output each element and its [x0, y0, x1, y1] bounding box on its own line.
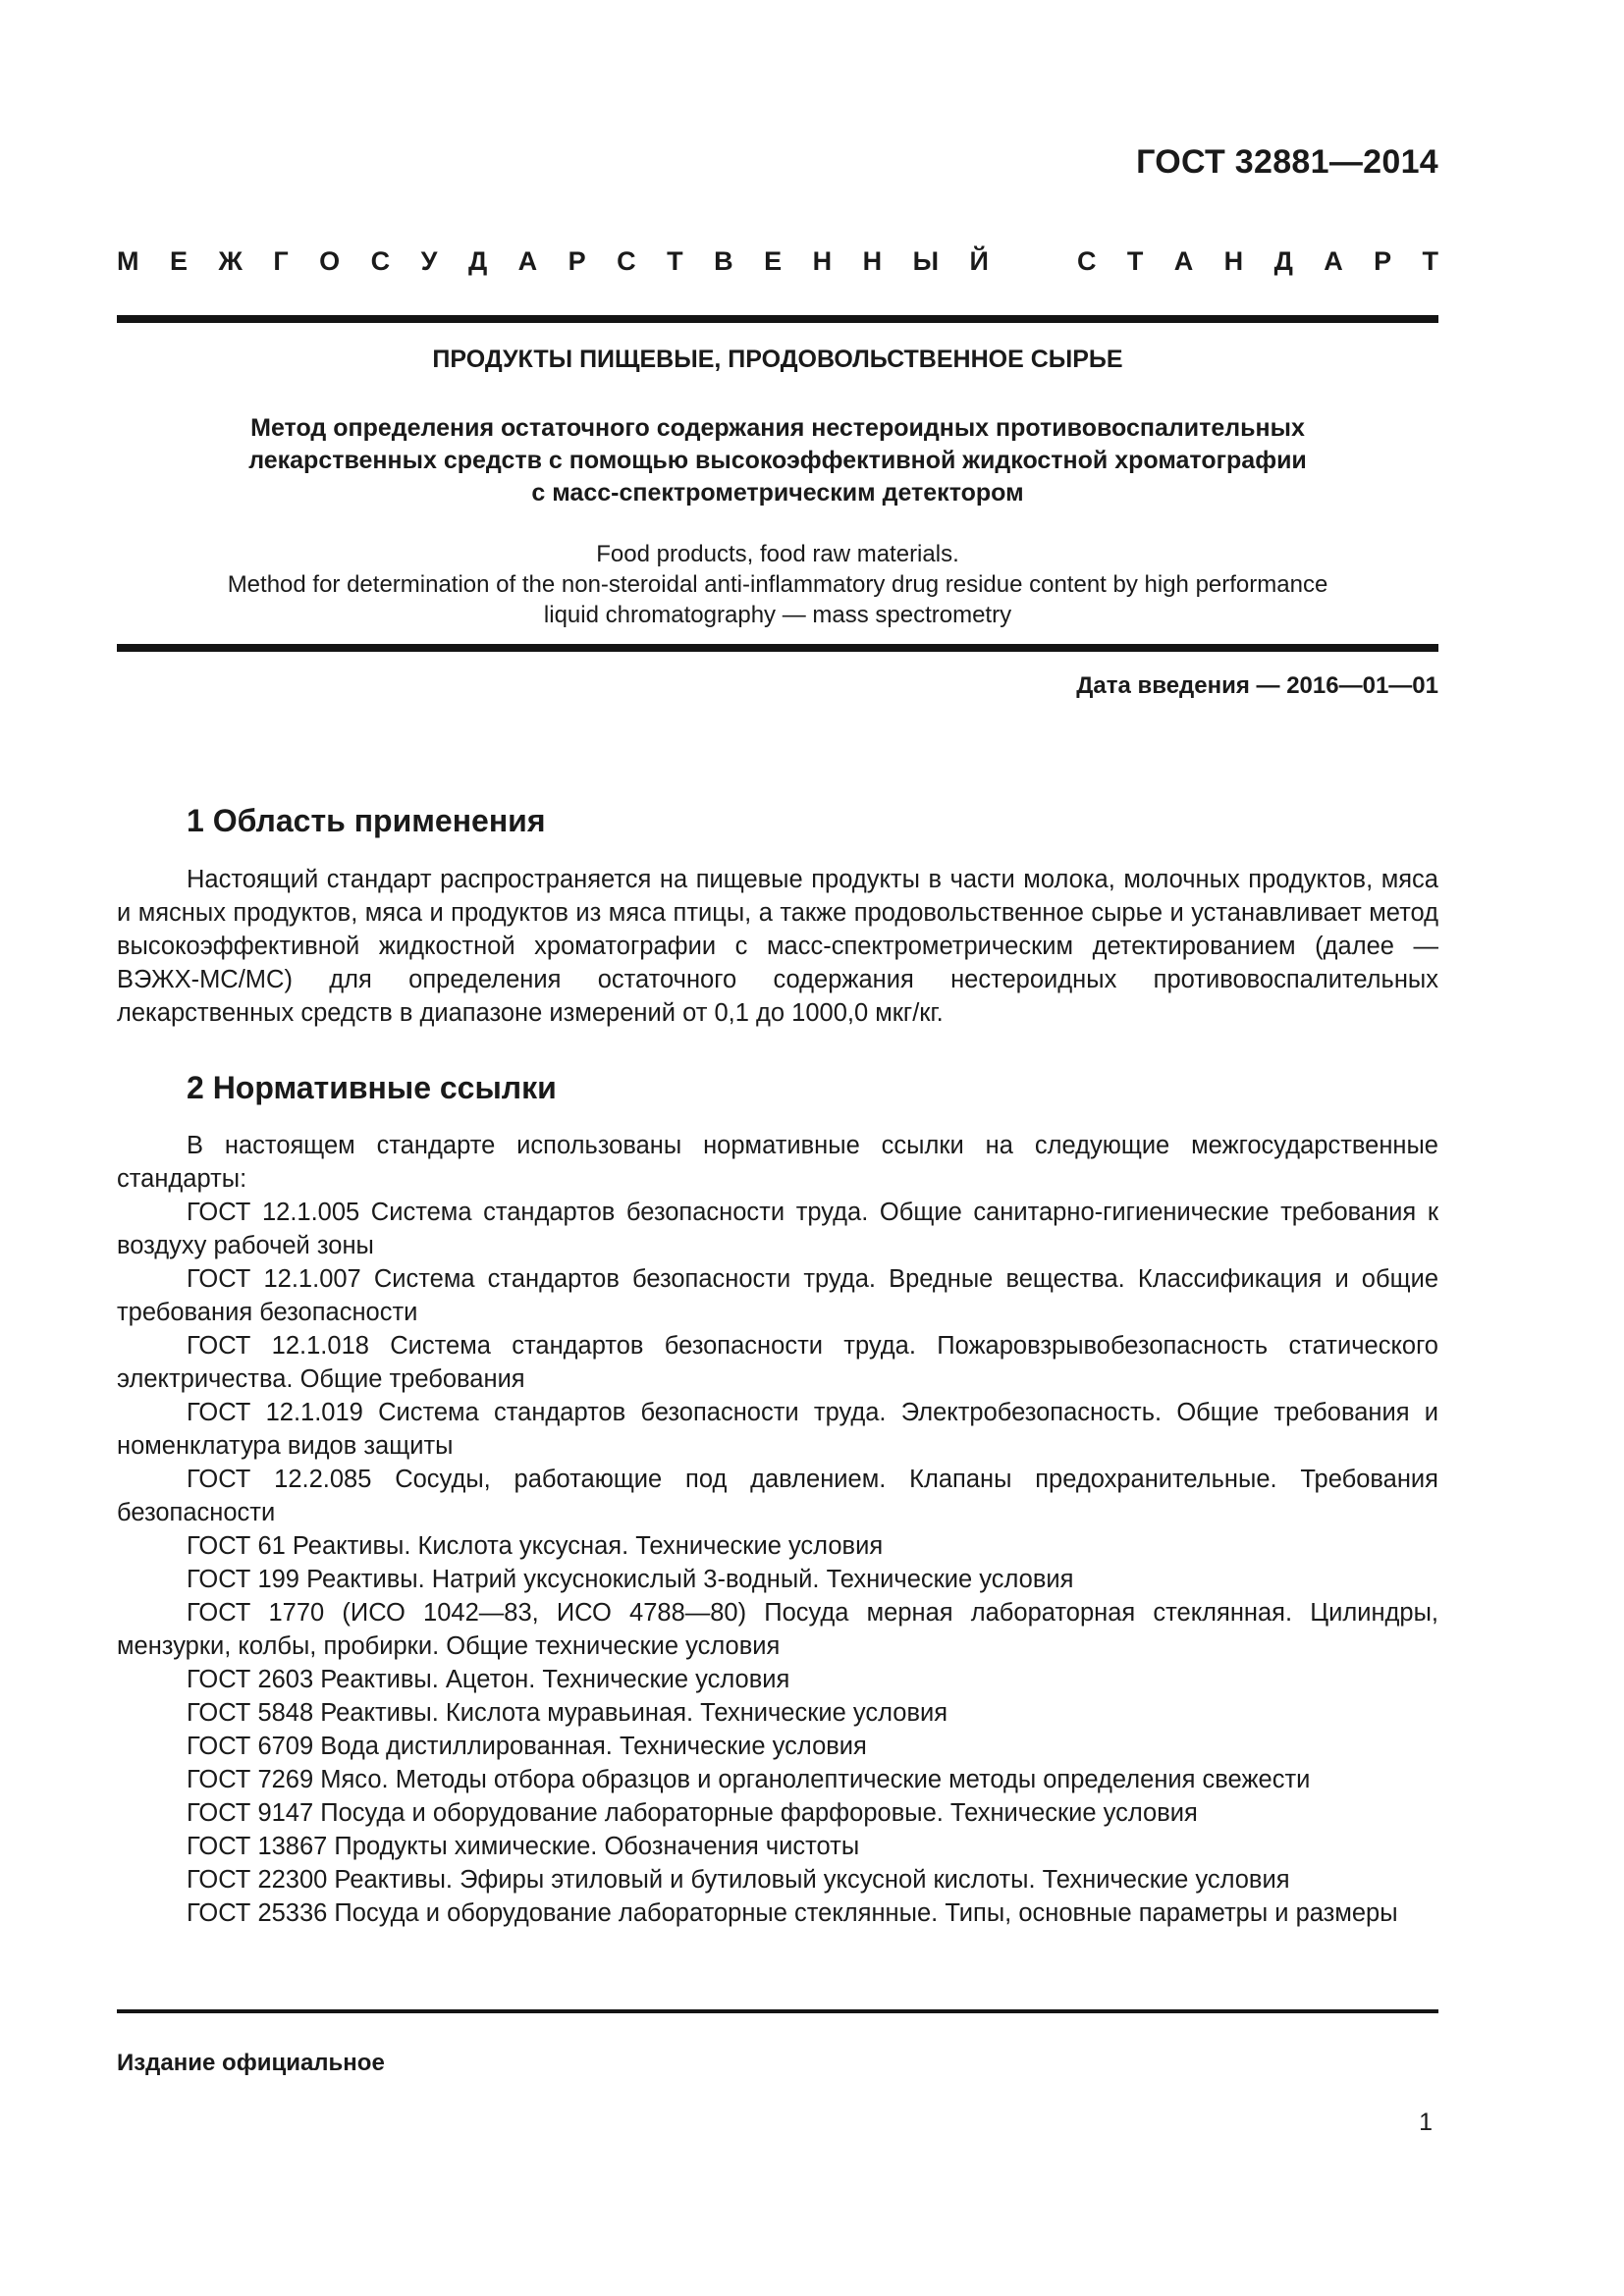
banner-letter: А — [1173, 246, 1194, 276]
reference-item: ГОСТ 12.2.085 Сосуды, работающие под давлением. Клапаны предохранительные. Требования безопасности — [117, 1466, 1438, 1526]
banner-letter: Й — [969, 246, 989, 276]
interstate-standard-banner — [117, 246, 1438, 277]
banner-letter: Р — [568, 246, 586, 276]
document-title: ПРОДУКТЫ ПИЩЕВЫЕ, ПРОДОВОЛЬСТВЕННОЕ СЫРЬЕ — [432, 346, 1123, 373]
banner-letter: Ж — [218, 246, 243, 276]
section-2-heading: 2 Нормативные ссылки — [187, 1070, 557, 1105]
banner-letter: В — [714, 246, 733, 276]
english-title — [117, 539, 1438, 630]
banner-letter: Р — [1374, 246, 1392, 276]
banner-letter: Е — [764, 246, 783, 276]
banner-letter: С — [617, 246, 636, 276]
document-page — [117, 0, 1438, 2296]
banner-letter: Т — [1126, 246, 1144, 276]
interstate-word — [117, 246, 989, 277]
reference-item: ГОСТ 2603 Реактивы. Ацетон. Технические условия — [187, 1666, 790, 1693]
reference-item: ГОСТ 12.1.019 Система стандартов безопасности труда. Электробезопасность. Общие требования и номенклатура видов защиты — [117, 1399, 1438, 1460]
footer-divider — [117, 2009, 1438, 2013]
reference-item: ГОСТ 199 Реактивы. Натрий уксуснокислый 3-водный. Технические условия — [187, 1566, 1074, 1593]
banner-letter: Е — [169, 246, 188, 276]
reference-item: ГОСТ 1770 (ИСО 1042—83, ИСО 4788—80) Посуда мерная лабораторная стеклянная. Цилиндры, мензурки, колбы, пробирки. Общие технические условия — [117, 1599, 1438, 1660]
banner-letter: Н — [1223, 246, 1244, 276]
subtitle-line: лекарственных средств с помощью высокоэффективной жидкостной хроматографии — [248, 447, 1307, 474]
banner-letter: Н — [812, 246, 833, 276]
banner-letter: Т — [667, 246, 683, 276]
banner-letter: Ы — [912, 246, 940, 276]
reference-item: ГОСТ 9147 Посуда и оборудование лабораторные фарфоровые. Технические условия — [187, 1799, 1198, 1827]
document-number: ГОСТ 32881—2014 — [1136, 143, 1438, 181]
document-subtitle — [117, 412, 1438, 509]
banner-letter: Д — [467, 246, 488, 276]
banner-letter: С — [1077, 246, 1097, 276]
reference-item: ГОСТ 12.1.018 Система стандартов безопасности труда. Пожаровзрывобезопасность статического электричества. Общие требования — [117, 1332, 1438, 1393]
banner-letter: Т — [1422, 246, 1438, 276]
section-1-heading: 1 Область применения — [187, 803, 546, 838]
standard-word — [1077, 246, 1438, 277]
reference-item: ГОСТ 12.1.005 Система стандартов безопасности труда. Общие санитарно-гигиенические требования к воздуху рабочей зоны — [117, 1199, 1438, 1259]
header-divider — [117, 315, 1438, 323]
subtitle-line: Метод определения остаточного содержания нестероидных противовоспалительных — [250, 414, 1305, 442]
english-title-line: Method for determination of the non-steroidal anti-inflammatory drug residue content by high performance — [227, 571, 1328, 598]
title-divider — [117, 644, 1438, 652]
reference-item: ГОСТ 12.1.007 Система стандартов безопасности труда. Вредные вещества. Классификация и общие требования безопасности — [117, 1265, 1438, 1326]
reference-item: ГОСТ 25336 Посуда и оборудование лабораторные стеклянные. Типы, основные параметры и размеры — [187, 1899, 1398, 1927]
reference-item: ГОСТ 7269 Мясо. Методы отбора образцов и органолептические методы определения свежести — [187, 1766, 1311, 1793]
subtitle-line: с масс-спектрометрическим детектором — [531, 479, 1024, 507]
edition-label: Издание официальное — [117, 2050, 385, 2076]
reference-item: ГОСТ 6709 Вода дистиллированная. Технические условия — [187, 1733, 867, 1760]
introduction-date: Дата введения — 2016—01—01 — [1076, 672, 1438, 699]
banner-letter: А — [517, 246, 538, 276]
section-2-intro: В настоящем стандарте использованы нормативные ссылки на следующие межгосударственные стандарты: — [117, 1132, 1438, 1193]
page-number: 1 — [1419, 2109, 1433, 2136]
reference-item: ГОСТ 22300 Реактивы. Эфиры этиловый и бутиловый уксусной кислоты. Технические условия — [187, 1866, 1290, 1894]
banner-letter: У — [420, 246, 438, 276]
reference-item: ГОСТ 13867 Продукты химические. Обозначения чистоты — [187, 1833, 860, 1860]
english-title-line: Food products, food raw materials. — [596, 541, 959, 567]
banner-letter: А — [1324, 246, 1343, 276]
banner-letter: Г — [273, 246, 289, 276]
banner-letter: С — [370, 246, 391, 276]
section-1-paragraph: Настоящий стандарт распространяется на пищевые продукты в части молока, молочных продуктов, мяса и мясных продуктов, мяса и продуктов из мяса птицы, а также продовольственное сырье и устанавливает метод высокоэффективной жидкостной хроматографии с масс-спектрометрическим детектированием (далее — ВЭЖХ-МС/МС) для определения остаточного содержания нестероидных противовоспалительных лекарственных средств в диапазоне измерений от 0,1 до 1000,0 мкг/кг. — [117, 866, 1438, 1027]
banner-letter: О — [319, 246, 341, 276]
banner-letter: М — [117, 246, 139, 276]
normative-references-list — [117, 1196, 1438, 1930]
banner-letter: Д — [1273, 246, 1293, 276]
banner-letter: Н — [862, 246, 883, 276]
reference-item: ГОСТ 61 Реактивы. Кислота уксусная. Технические условия — [187, 1532, 884, 1560]
reference-item: ГОСТ 5848 Реактивы. Кислота муравьиная. Технические условия — [187, 1699, 948, 1727]
english-title-line: liquid chromatography — mass spectrometry — [543, 602, 1012, 628]
